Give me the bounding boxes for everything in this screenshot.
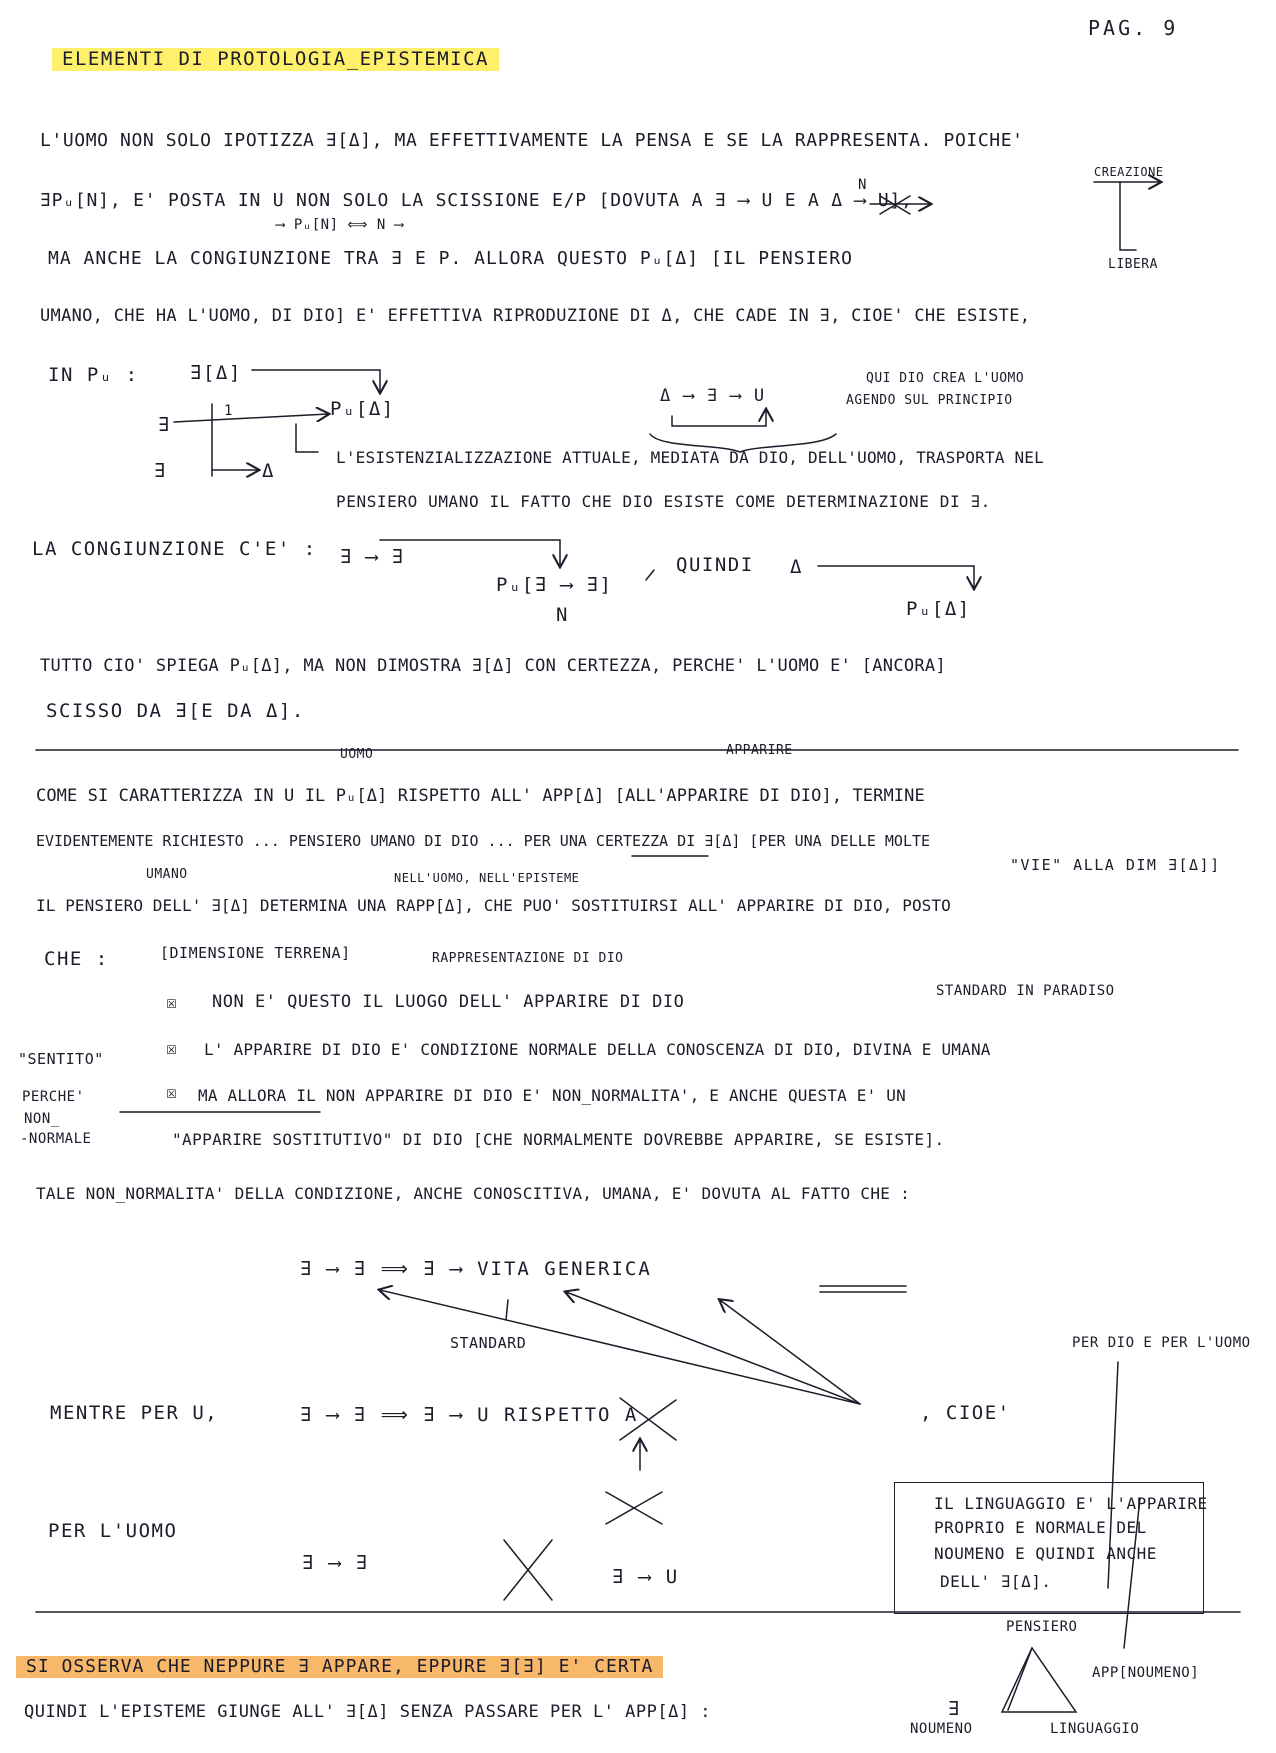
s1-chain-ee: ∃ ⟶ ∃	[340, 546, 405, 568]
s1-n-label: N	[858, 177, 867, 193]
box-line-3: NOUMENO E QUINDI ANCHE	[934, 1544, 1157, 1563]
s1-pu-ee: Pᵤ[∃ ⟶ ∃]	[496, 574, 613, 596]
libera-stem	[1120, 182, 1136, 250]
box-link	[1124, 1498, 1140, 1648]
s2-uomo-small: UOMO	[340, 747, 374, 762]
tri-linguaggio: LINGUAGGIO	[1050, 1721, 1140, 1737]
underline-vita	[820, 1286, 906, 1292]
margin-non: NON_	[24, 1111, 60, 1127]
arrow-back-1	[380, 1290, 860, 1404]
s2-line-2b: "VIE" ALLA DIM ∃[Δ]]	[1010, 856, 1221, 874]
mentre-per-u: MENTRE PER U,	[50, 1402, 219, 1424]
s2-line-8: "APPARIRE SOSTITUTIVO" DI DIO [CHE NORMALMENTE DOVREBBE APPARIRE, SE ESISTE].	[172, 1130, 945, 1149]
s1-line-6: L'ESISTENZIALIZZAZIONE ATTUALE, MEDIATA DA DIO, DELL'UOMO, TRASPORTA NEL	[336, 448, 1044, 467]
s2-line-4c: RAPPRESENTAZIONE DI DIO	[432, 951, 624, 966]
s1-libera: LIBERA	[1108, 257, 1158, 272]
s2-line-2: EVIDENTEMENTE RICHIESTO ... PENSIERO UMANO DI DIO ... PER UNA CERTEZZA DI ∃[Δ] [PER UNA DELLE MOLTE	[36, 832, 931, 850]
s2-line-3: IL PENSIERO DELL' ∃[Δ] DETERMINA UNA RAPP[Δ], CHE PUO' SOSTITUIRSI ALL' APPARIRE DI DIO, POSTO	[36, 896, 951, 915]
page-number: PAG. 9	[1088, 16, 1179, 40]
cioe: , CIOE'	[920, 1402, 1011, 1424]
s2-item-1: NON E' QUESTO IL LUOGO DELL' APPARIRE DI DIO	[212, 992, 685, 1012]
triangle-inner	[1008, 1648, 1032, 1710]
margin-sentito: "SENTITO"	[18, 1050, 104, 1068]
cross-n	[606, 1492, 662, 1524]
flow-2: ∃ ⟶ ∃ ⟹ ∃ ⟶ U RISPETTO A	[300, 1404, 639, 1426]
s1-line-10: SCISSO DA ∃[E DA Δ].	[46, 700, 305, 722]
s1-line-3: MA ANCHE LA CONGIUNZIONE TRA ∃ E P. ALLORA QUESTO Pᵤ[Δ] [IL PENSIERO	[48, 248, 853, 269]
checkbox-2: ☒	[166, 1038, 179, 1059]
diagram2-note-1: QUI DIO CREA L'UOMO	[866, 371, 1025, 386]
box-line-1: IL LINGUAGGIO E' L'APPARIRE	[934, 1494, 1208, 1513]
s2-line-1: COME SI CARATTERIZZA IN U IL Pᵤ[Δ] RISPETTO ALL' APP[Δ] [ALL'APPARIRE DI DIO], TERMINE	[36, 786, 925, 806]
d2-brace	[650, 434, 836, 452]
checkbox-1: ☒	[166, 992, 179, 1013]
diagram1-d: Δ	[262, 460, 275, 482]
per-dio-uomo: PER DIO E PER L'UOMO	[1072, 1335, 1251, 1351]
s1-quindi: QUINDI	[676, 554, 754, 576]
s1-line-5: IN Pᵤ :	[48, 364, 139, 386]
flow-standard: STANDARD	[450, 1334, 527, 1352]
s1-line-1: L'UOMO NON SOLO IPOTIZZA ∃[Δ], MA EFFETTIVAMENTE LA PENSA E SE LA RAPPRESENTA. POICHE'	[40, 130, 1024, 151]
s1-line-8: LA CONGIUNZIONE C'E' :	[32, 538, 317, 560]
standard-tick	[506, 1300, 508, 1320]
s3-line-1: SI OSSERVA CHE NEPPURE ∃ APPARE, EPPURE ∃[∃] E' CERTA	[16, 1656, 663, 1678]
s2-item-3: MA ALLORA IL NON APPARIRE DI DIO E' NON_NORMALITA', E ANCHE QUESTA E' UN	[198, 1086, 906, 1105]
d2-loop	[672, 410, 766, 426]
s1-line-7: PENSIERO UMANO IL FATTO CHE DIO ESISTE COME DETERMINAZIONE DI ∃.	[336, 492, 991, 511]
cross-flow3	[504, 1540, 552, 1600]
s2-standard-paradiso: STANDARD IN PARADISO	[936, 983, 1115, 999]
diagram2-chain: Δ ⟶ ∃ ⟶ U	[660, 386, 766, 406]
box-line-4: DELL' ∃[Δ].	[940, 1572, 1052, 1591]
s1-line-9: TUTTO CIO' SPIEGA Pᵤ[Δ], MA NON DIMOSTRA ∃[Δ] CON CERTEZZA, PERCHE' L'UOMO E' [ANCORA]	[40, 656, 946, 676]
s1-line-2: ∃Pᵤ[N], E' POSTA IN U NON SOLO LA SCISSIONE E/P [DOVUTA A ∃ ⟶ U E A Δ ⟶ U],	[40, 190, 913, 211]
s1-sup: ⟶ Pᵤ[N] ⟺ N ⟶	[276, 217, 404, 233]
flow-3b: ∃ ⟶ U	[612, 1566, 680, 1588]
tri-app-noumeno: APP[NOUMENO]	[1092, 1665, 1200, 1681]
cross-flow2	[620, 1398, 676, 1440]
per-dio-line	[1108, 1362, 1118, 1588]
diagram1-e2: ∃	[154, 460, 167, 482]
s1-n: N	[556, 604, 569, 626]
tick-1	[646, 570, 654, 580]
flow-3a: ∃ ⟶ ∃	[302, 1552, 370, 1574]
arrow-back-2	[566, 1292, 860, 1404]
diagram1-top: ∃[Δ]	[190, 362, 242, 384]
d1-bracket	[296, 424, 318, 452]
checkbox-3: ☒	[166, 1082, 179, 1103]
s1-delta: Δ	[790, 556, 803, 578]
s3-line-2: QUINDI L'EPISTEME GIUNGE ALL' ∃[Δ] SENZA PASSARE PER L' APP[Δ] :	[24, 1702, 712, 1722]
page-title: ELEMENTI DI PROTOLOGIA_EPISTEMICA	[52, 48, 499, 71]
s2-umano-small: UMANO	[146, 867, 188, 882]
diagram1-one: 1	[224, 403, 233, 419]
s2-apparire-small: APPARIRE	[726, 743, 793, 758]
per-luomo: PER L'UOMO	[48, 1520, 178, 1542]
arrow-back-3	[720, 1300, 860, 1404]
diagram1-pu: Pᵤ[Δ]	[330, 398, 395, 420]
s2-line-4a: CHE :	[44, 948, 109, 970]
diagram1-e1: ∃	[158, 414, 171, 436]
cong-arrow	[380, 540, 560, 566]
s2-line-4b: [DIMENSIONE TERRENA]	[160, 944, 351, 962]
tri-noumeno: NOUMENO	[910, 1721, 973, 1737]
s2-nell-small: NELL'UOMO, NELL'EPISTEME	[394, 871, 580, 885]
margin-normale: -NORMALE	[20, 1131, 92, 1147]
box-line-2: PROPRIO E NORMALE DEL	[934, 1518, 1147, 1537]
s2-line-9: TALE NON_NORMALITA' DELLA CONDIZIONE, ANCHE CONOSCITIVA, UMANA, E' DOVUTA AL FATTO CHE :	[36, 1184, 911, 1203]
cross-mark	[880, 196, 910, 214]
triangle	[1002, 1648, 1076, 1712]
tri-pensiero: PENSIERO	[1006, 1619, 1078, 1635]
s1-line-4: UMANO, CHE HA L'UOMO, DI DIO] E' EFFETTIVA RIPRODUZIONE DI Δ, CHE CADE IN ∃, CIOE' CHE ESISTE,	[40, 306, 1031, 326]
quindi-arrow	[818, 566, 974, 588]
s1-creazione: CREAZIONE	[1094, 165, 1164, 179]
s1-pud: Pᵤ[Δ]	[906, 598, 971, 620]
tri-e: ∃	[948, 1698, 961, 1720]
margin-perche: PERCHE'	[22, 1089, 85, 1105]
d1-mid-arrow	[174, 414, 328, 422]
diagram2-note-2: AGENDO SUL PRINCIPIO	[846, 393, 1013, 408]
d1-top-arrow	[252, 370, 380, 392]
flow-1: ∃ ⟶ ∃ ⟹ ∃ ⟶ VITA GENERICA	[300, 1258, 652, 1280]
s2-item-2: L' APPARIRE DI DIO E' CONDIZIONE NORMALE DELLA CONOSCENZA DI DIO, DIVINA E UMANA	[204, 1040, 991, 1059]
